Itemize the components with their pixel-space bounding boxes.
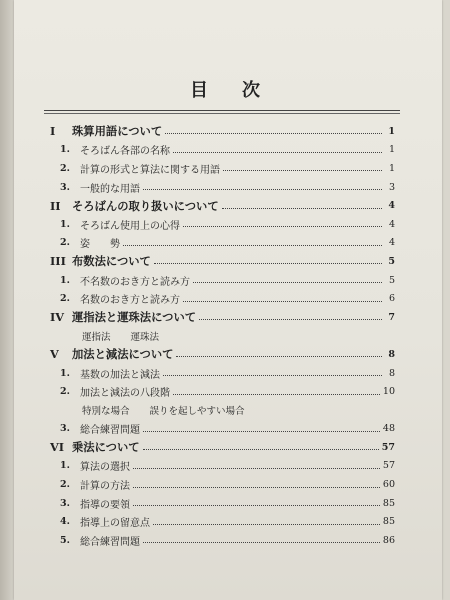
toc-number: 3.	[60, 181, 70, 193]
dot-leader	[193, 281, 382, 283]
toc-number: 5.	[60, 534, 70, 546]
toc-section[interactable]	[50, 494, 395, 513]
toc-number: 2.	[60, 479, 70, 491]
toc-label: 計算の方法	[80, 481, 130, 493]
toc-page-number: 5	[388, 255, 395, 267]
dot-leader	[153, 523, 380, 525]
toc-number: 2.	[60, 386, 70, 398]
toc-chapter[interactable]	[50, 438, 395, 457]
toc-chapter[interactable]	[50, 345, 395, 364]
toc-label: 計算の形式と算法に関する用語	[80, 164, 220, 176]
toc-section[interactable]	[50, 531, 395, 550]
dot-leader	[199, 318, 382, 320]
toc-page-number: 5	[388, 274, 395, 286]
toc-number: 1.	[60, 274, 70, 286]
toc-number: 2.	[60, 237, 70, 249]
toc-number: V	[50, 347, 59, 362]
toc-chapter[interactable]	[50, 252, 395, 271]
toc-page-number: 57	[381, 441, 395, 453]
dot-leader	[223, 169, 382, 171]
dot-leader	[222, 207, 382, 209]
toc-label: 名数のおき方と読み方	[80, 295, 180, 307]
toc-page-number: 4	[388, 237, 395, 249]
table-of-contents	[50, 122, 395, 550]
toc-page-number: 8	[388, 367, 395, 379]
toc-label: 姿 勢	[80, 239, 120, 251]
toc-number: 2.	[60, 162, 70, 174]
toc-section[interactable]	[50, 271, 395, 290]
toc-subtopics	[50, 327, 395, 346]
toc-label: 加法と減法の八段階	[80, 388, 170, 400]
toc-label: 布数法について	[72, 254, 151, 269]
dot-leader	[123, 244, 382, 246]
dot-leader	[165, 132, 382, 134]
dot-leader	[176, 355, 382, 357]
toc-number: 3.	[60, 423, 70, 435]
toc-number: 1.	[60, 460, 70, 472]
toc-subtopic: 特別な場合	[82, 406, 130, 418]
toc-page-number: 6	[388, 293, 395, 305]
toc-section[interactable]	[50, 141, 395, 160]
toc-page-number: 4	[388, 200, 395, 212]
toc-section[interactable]	[50, 178, 395, 197]
dot-leader	[143, 448, 379, 450]
toc-section[interactable]	[50, 289, 395, 308]
toc-page-number: 85	[382, 497, 395, 509]
toc-label: 一般的な用語	[80, 183, 140, 195]
toc-section[interactable]	[50, 475, 395, 494]
toc-label: 総合練習問題	[80, 425, 140, 437]
toc-chapter[interactable]	[50, 196, 395, 215]
toc-page-number: 7	[388, 311, 395, 323]
title-rule-thin	[44, 113, 400, 114]
toc-section[interactable]	[50, 457, 395, 476]
toc-number: IV	[50, 310, 65, 325]
toc-number: I	[50, 124, 56, 139]
dot-leader	[133, 486, 380, 488]
toc-label: そろばん各部の名称	[80, 146, 170, 158]
toc-section[interactable]	[50, 234, 395, 253]
toc-section[interactable]	[50, 215, 395, 234]
toc-label: 珠算用語について	[72, 124, 163, 139]
dot-leader	[173, 393, 380, 395]
toc-label: 乗法について	[72, 440, 140, 455]
toc-page-number: 8	[388, 348, 395, 360]
toc-page-number: 57	[382, 460, 395, 472]
toc-number: VI	[50, 440, 65, 455]
toc-section[interactable]	[50, 420, 395, 439]
toc-subtopic: 誤りを起しやすい場合	[149, 406, 245, 418]
toc-page-number: 85	[382, 516, 395, 528]
dot-leader	[183, 300, 382, 302]
toc-section[interactable]	[50, 512, 395, 531]
toc-subtopic: 運珠法	[130, 331, 160, 343]
toc-page-number: 60	[382, 479, 395, 491]
page-title: 目次	[190, 80, 294, 101]
dot-leader	[143, 430, 380, 432]
dot-leader	[143, 541, 380, 543]
title-rule	[44, 110, 400, 111]
toc-label: そろばんの取り扱いについて	[72, 198, 219, 213]
toc-number: III	[50, 254, 66, 269]
toc-section[interactable]	[50, 382, 395, 401]
toc-label: 算法の選択	[80, 462, 130, 474]
toc-number: 2.	[60, 293, 70, 305]
dot-leader	[154, 262, 382, 264]
toc-label: 運指法と運珠法について	[72, 310, 197, 325]
toc-page-number: 10	[382, 386, 395, 398]
toc-page-number: 1	[388, 144, 395, 156]
toc-subtopics	[50, 401, 395, 420]
toc-page-number: 1	[388, 125, 395, 137]
toc-number: 4.	[60, 516, 70, 528]
toc-label: 指導上の留意点	[80, 518, 150, 530]
toc-page-number: 3	[388, 181, 395, 193]
toc-number: II	[50, 198, 61, 213]
toc-subtopic: 運指法	[82, 331, 111, 343]
dot-leader	[163, 374, 382, 376]
dot-leader	[133, 467, 380, 469]
toc-page-number: 1	[388, 162, 395, 174]
toc-chapter[interactable]	[50, 122, 395, 141]
dot-leader	[143, 188, 382, 190]
toc-label: そろばん使用上の心得	[80, 220, 180, 232]
dot-leader	[183, 225, 382, 227]
toc-label: 指導の要領	[80, 499, 130, 511]
toc-label: 基数の加法と減法	[80, 369, 160, 381]
dot-leader	[173, 151, 382, 153]
toc-page-number: 48	[382, 423, 395, 435]
toc-section[interactable]	[50, 159, 395, 178]
toc-label: 総合練習問題	[80, 536, 140, 548]
toc-label: 不名数のおき方と読み方	[80, 276, 190, 288]
toc-number: 3.	[60, 497, 70, 509]
toc-label: 加法と減法について	[72, 347, 174, 362]
toc-page-number: 4	[388, 218, 395, 230]
toc-number: 1.	[60, 367, 70, 379]
toc-number: 1.	[60, 218, 70, 230]
dot-leader	[133, 504, 380, 506]
toc-number: 1.	[60, 144, 70, 156]
toc-chapter[interactable]	[50, 308, 395, 327]
toc-page-number: 86	[382, 534, 395, 546]
toc-section[interactable]	[50, 364, 395, 383]
